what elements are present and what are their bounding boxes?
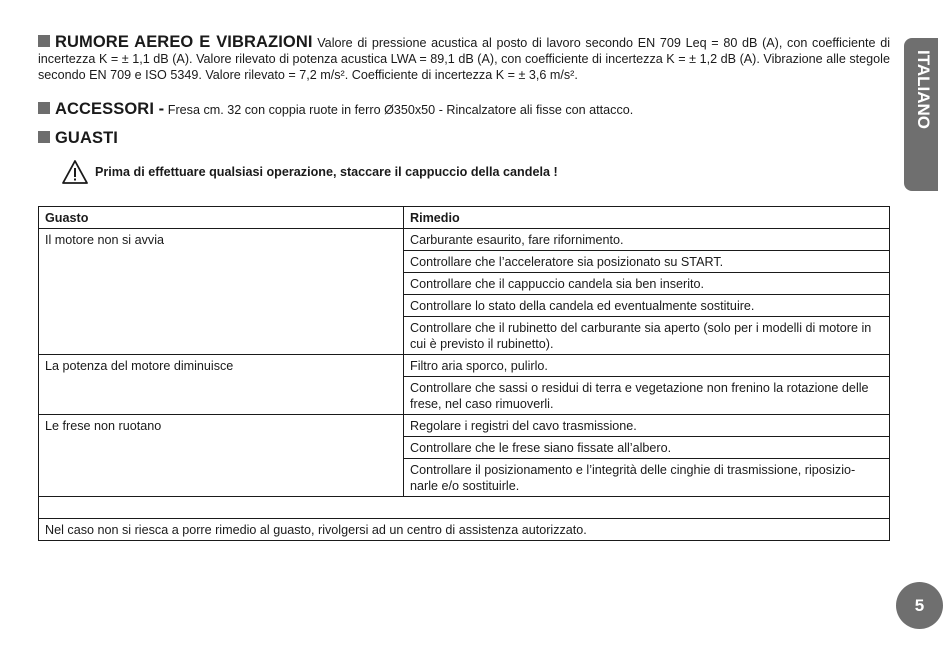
page-content [38,34,890,189]
empty-cell [39,497,890,519]
noise-heading: RUMORE AEREO E VIBRAZIONI [55,33,313,51]
column-header-remedy: Rimedio [404,207,890,229]
table-footer-row [39,519,890,541]
remedy-cell: Controllare il posizionamento e l’integrità delle cinghie di trasmissione, riposizio-narle e/o sostituirle. [404,459,890,497]
remedy-cell: Controllare lo stato della candela ed eventualmente sostituire. [404,295,890,317]
remedy-cell: Regolare i registri del cavo trasmissione. [404,415,890,437]
table-header-row [39,207,890,229]
faults-heading: GUASTI [55,129,118,147]
fault-table [38,206,890,541]
faults-section [38,130,890,147]
fault-cell: La potenza del motore diminuisce [39,355,404,415]
noise-text: Valore di pressione acustica al posto di lavoro secondo EN 709 Leq = 80 dB (A), con coefficiente di incertezza K = ± 1,1 dB (A). Valore rilevato di potenza acustica LWA = 89,1 dB (A), con coefficiente di incertezza K = ± 1,2 dB (A). Vibrazione alle stegole secondo EN 709 e ISO 5349. Valore rilevato = 7,2 m/s². Coefficiente di incertezza K = ± 3,6 m/s². [38,36,890,82]
square-bullet-icon [38,35,50,47]
table-empty-row [39,497,890,519]
square-bullet-icon [38,131,50,143]
table-row [39,355,890,377]
column-header-fault: Guasto [39,207,404,229]
accessories-heading: ACCESSORI - [55,100,165,118]
warning-notice [62,155,890,189]
fault-cell: Le frese non ruotano [39,415,404,497]
remedy-cell: Filtro aria sporco, pulirlo. [404,355,890,377]
warning-triangle-icon [62,159,88,185]
table-row [39,229,890,251]
language-tab-label: ITALIANO [914,50,933,130]
page-number: 5 [896,582,943,629]
remedy-cell: Controllare che l’acceleratore sia posizionato su START. [404,251,890,273]
remedy-cell: Controllare che le frese siano fissate all’albero. [404,437,890,459]
footer-note: Nel caso non si riesca a porre rimedio al guasto, rivolgersi ad un centro di assistenza autorizzato. [39,519,890,541]
fault-cell: Il motore non si avvia [39,229,404,355]
remedy-cell: Carburante esaurito, fare rifornimento. [404,229,890,251]
noise-section [38,34,890,83]
warning-text: Prima di effettuare qualsiasi operazione, staccare il cappuccio della candela ! [95,165,558,179]
accessories-text: Fresa cm. 32 con coppia ruote in ferro Ø350x50 - Rincalzatore ali fisse con attacco. [167,103,634,117]
square-bullet-icon [38,102,50,114]
remedy-cell: Controllare che il rubinetto del carburante sia aperto (solo per i modelli di motore in cui è previsto il rubinetto). [404,317,890,355]
remedy-cell: Controllare che sassi o residui di terra e vegetazione non frenino la rotazione delle frese, nel caso rimuoverli. [404,377,890,415]
language-tab [904,38,938,191]
accessories-section [38,101,890,118]
remedy-cell: Controllare che il cappuccio candela sia ben inserito. [404,273,890,295]
table-row [39,415,890,437]
